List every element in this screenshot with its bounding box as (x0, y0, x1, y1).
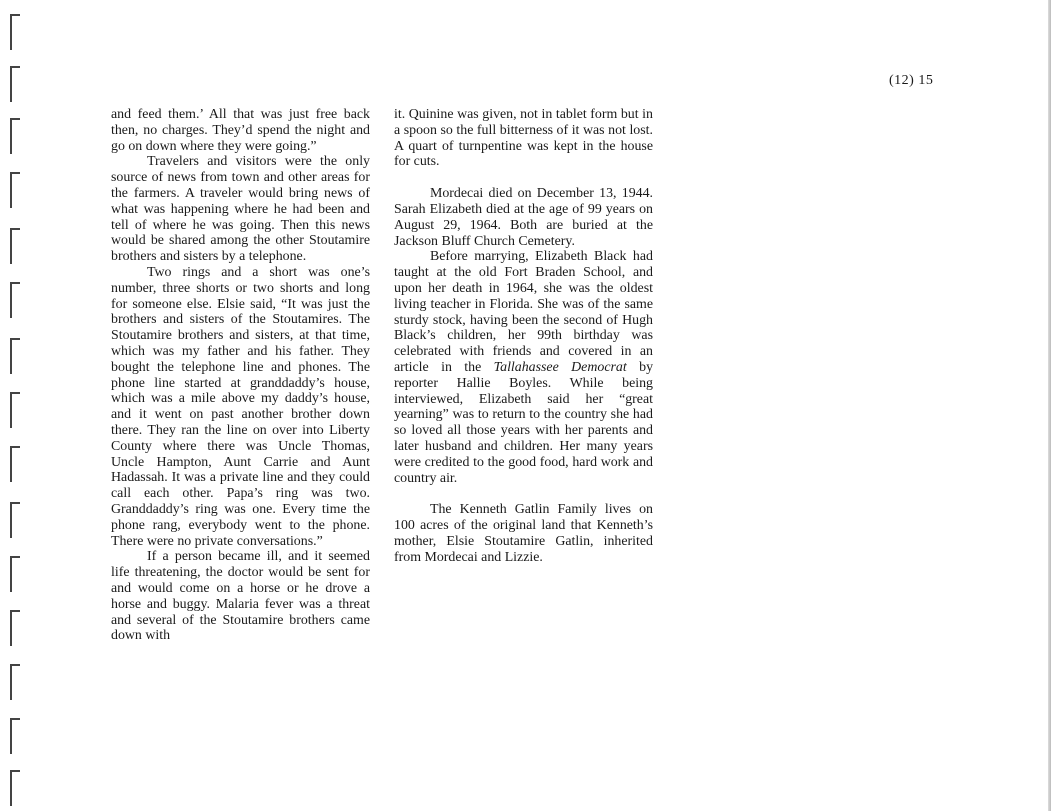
binding-mark (10, 14, 20, 50)
binding-mark (10, 338, 20, 374)
binding-mark (10, 282, 20, 318)
paragraph: Two rings and a short was one’s number, three shorts or two shorts and long for someone else. Elsie said, “It was just the brothers and sisters of the Stoutamires. The Stoutamire brothers and sisters, at that time, which was my father and his father. They bought the telephone line and phones. The phone line started at granddaddy’s house, which was a mile above my daddy’s house, and it went on past another brother down there. They ran the line on over into Liberty County where there was Uncle Thomas, Uncle Hampton, Aunt Carrie and Aunt Hadassah. It was a private line and they could call each other. Papa’s ring was two. Granddaddy’s ring was one. Every time the phone rang, everybody went to the phone. There were no private conversations.” (111, 264, 370, 549)
binding-mark (10, 446, 20, 482)
paragraph-text: Before marrying, Elizabeth Black had taught at the old Fort Braden School, and upon her death in 1964, she was the oldest living teacher in Florida. She was of the same sturdy stock, having been the second of Hugh Black’s children, her 99th birthday was celebrated with friends and covered in an article in the (394, 249, 653, 375)
paragraph: it. Quinine was given, not in tablet form but in a spoon so the full bitterness of it was not lost. A quart of turnpentine was kept in the house for cuts. (394, 107, 653, 170)
paragraph: If a person became ill, and it seemed life threatening, the doctor would be sent for and would come on a horse or he drove a horse and buggy. Malaria fever was a threat and several of the Stoutamire brothers came down with (111, 549, 370, 644)
binding-mark (10, 556, 20, 592)
left-column (111, 107, 370, 644)
right-column (394, 107, 653, 566)
binding-mark (10, 502, 20, 538)
binding-mark (10, 770, 20, 806)
paragraph: Travelers and visitors were the only source of news from town and other areas for the farmers. A traveler would bring news of what was happening where he had been and tell of where he was going. Then this news would be shared among the other Stoutamire brothers and sisters by a telephone. (111, 154, 370, 265)
paragraph (394, 249, 653, 486)
binding-mark (10, 66, 20, 102)
binding-mark (10, 610, 20, 646)
binding-mark (10, 664, 20, 700)
newspaper-title: Tallahassee Democrat (493, 359, 627, 375)
binding-mark (10, 172, 20, 208)
paragraph: Mordecai died on December 13, 1944. Sarah Elizabeth died at the age of 99 years on August 29, 1964. Both are buried at the Jackson Bluff Church Cemetery. (394, 186, 653, 249)
binding-mark (10, 718, 20, 754)
paragraph-text: by reporter Hallie Boyles. While being interviewed, Elizabeth said her “great yearning” was to return to the country she had so loved all those years with her parents and later husband and children. Her many years were credited to the good food, hard work and country air. (394, 359, 654, 486)
paragraph: The Kenneth Gatlin Family lives on 100 acres of the original land that Kenneth’s mother, Elsie Stoutamire Gatlin, inherited from Mordecai and Lizzie. (394, 502, 653, 565)
binding-mark (10, 392, 20, 428)
paragraph: and feed them.’ All that was just free back then, no charges. They’d spend the night and go on down where they were going.” (111, 107, 370, 154)
page-number: (12) 15 (889, 73, 934, 88)
binding-mark (10, 118, 20, 154)
binding-mark (10, 228, 20, 264)
